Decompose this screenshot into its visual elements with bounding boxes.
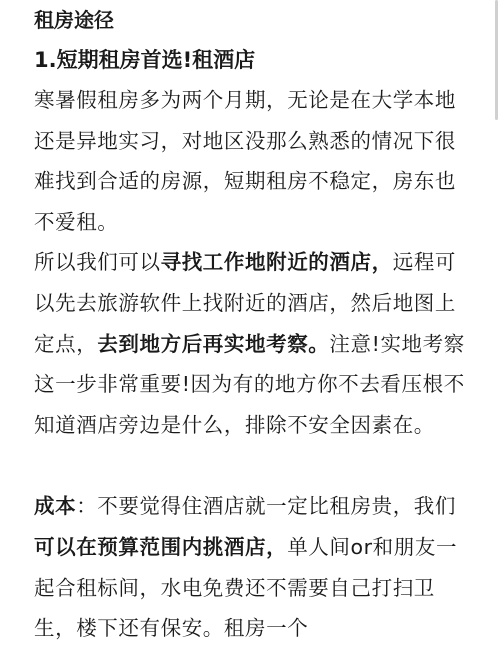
paragraph-text: 注意!实地考察这一步非常重要!因为有的地方你不去看压根不知道酒店旁边是什么，排除不安全因素在。	[34, 331, 465, 437]
paragraph-text: ：不要觉得住酒店就一定比租房贵，我们	[76, 494, 457, 519]
paragraph-text: 远程可以先去旅游软件上找附近的酒店，然后地图上定点，	[34, 250, 457, 356]
spacer	[34, 445, 474, 486]
paragraph-text: 所以我们可以	[34, 250, 161, 275]
paragraph-text: 单人间or和朋友一起合租标间，水电免费还不需要自己打扫卫生，楼下还有保安。租房一个	[34, 534, 458, 641]
paragraph-hotel-tips	[34, 242, 474, 445]
article	[34, 0, 474, 649]
emphasis-text: 寻找工作地附近的酒店，	[160, 250, 393, 275]
emphasis-text: 可以在预算范围内挑酒店，	[34, 534, 288, 559]
emphasis-text: 成本	[34, 494, 77, 519]
article-title: 租房途径	[34, 8, 114, 32]
section-heading: 1.短期租房首选!租酒店	[34, 48, 256, 72]
emphasis-text: 去到地方后再实地考察。	[97, 331, 330, 356]
scrollbar[interactable]	[495, 0, 498, 120]
paragraph-intro: 寒暑假租房多为两个月期，无论是在大学本地还是异地实习，对地区没那么熟悉的情况下很难找到合适的房源，短期租房不稳定，房东也不爱租。	[34, 88, 456, 234]
paragraph-cost	[34, 486, 474, 648]
